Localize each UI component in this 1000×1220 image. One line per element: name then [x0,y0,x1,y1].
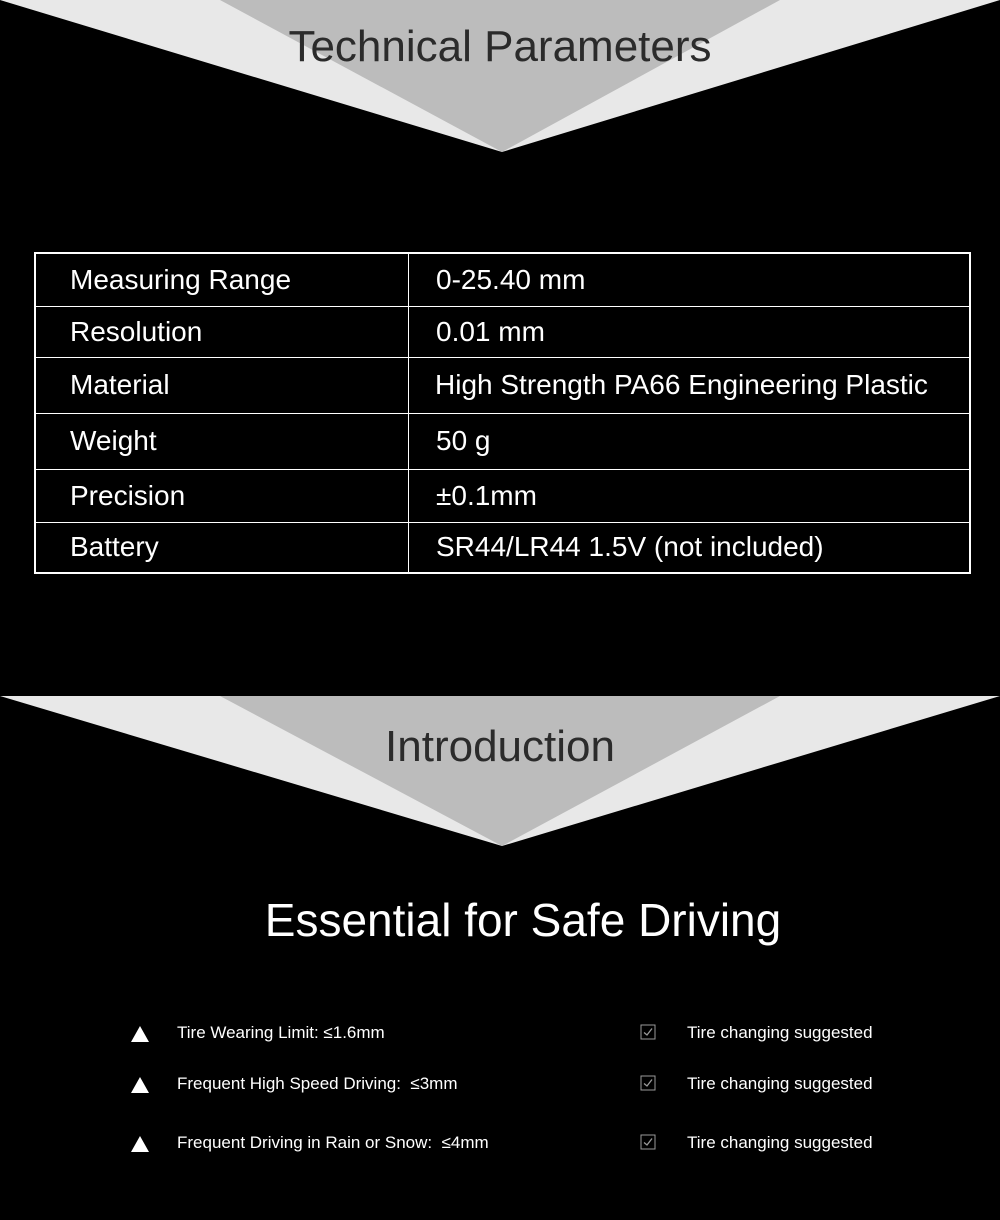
spec-value: SR44/LR44 1.5V (not included) [409,522,971,573]
spec-label: Weight [35,413,409,469]
spec-label: Precision [35,469,409,522]
condition-text: Frequent High Speed Driving: ≤3mm [177,1074,458,1093]
spec-label: Resolution [35,306,409,357]
spec-table [34,252,971,574]
checkbox-checked-icon [640,1024,656,1040]
table-row [35,413,970,469]
spec-label: Battery [35,522,409,573]
table-row [35,469,970,522]
chevron-banner-graphic [0,696,1000,851]
condition-text: Tire Wearing Limit: ≤1.6mm [177,1023,385,1042]
section-title: Introduction [385,722,615,771]
table-row [35,522,970,573]
spec-value: ±0.1mm [409,469,971,522]
checkbox-checked-icon [640,1134,656,1150]
advice-text: Tire changing suggested [687,1133,873,1152]
spec-value: 50 g [409,413,971,469]
warning-triangle-icon [131,1026,149,1042]
spec-value: 0-25.40 mm [409,253,971,306]
spec-label: Material [35,357,409,413]
list-item [0,1132,1000,1156]
spec-value: 0.01 mm [409,306,971,357]
table-row [35,253,970,306]
list-item [0,1073,1000,1097]
spec-label: Measuring Range [35,253,409,306]
checkbox-checked-icon [640,1075,656,1091]
advice-text: Tire changing suggested [687,1074,873,1093]
warning-triangle-icon [131,1077,149,1093]
condition-text: Frequent Driving in Rain or Snow: ≤4mm [177,1133,489,1152]
spec-value: High Strength PA66 Engineering Plastic [409,357,971,413]
section-title: Technical Parameters [288,22,712,71]
table-row [35,306,970,357]
list-item [0,1022,1000,1046]
warning-triangle-icon [131,1136,149,1152]
introduction-banner [0,696,1000,851]
advice-text: Tire changing suggested [687,1023,873,1042]
essential-title: Essential for Safe Driving [264,894,782,946]
table-row [35,357,970,413]
technical-parameters-banner [0,0,1000,155]
